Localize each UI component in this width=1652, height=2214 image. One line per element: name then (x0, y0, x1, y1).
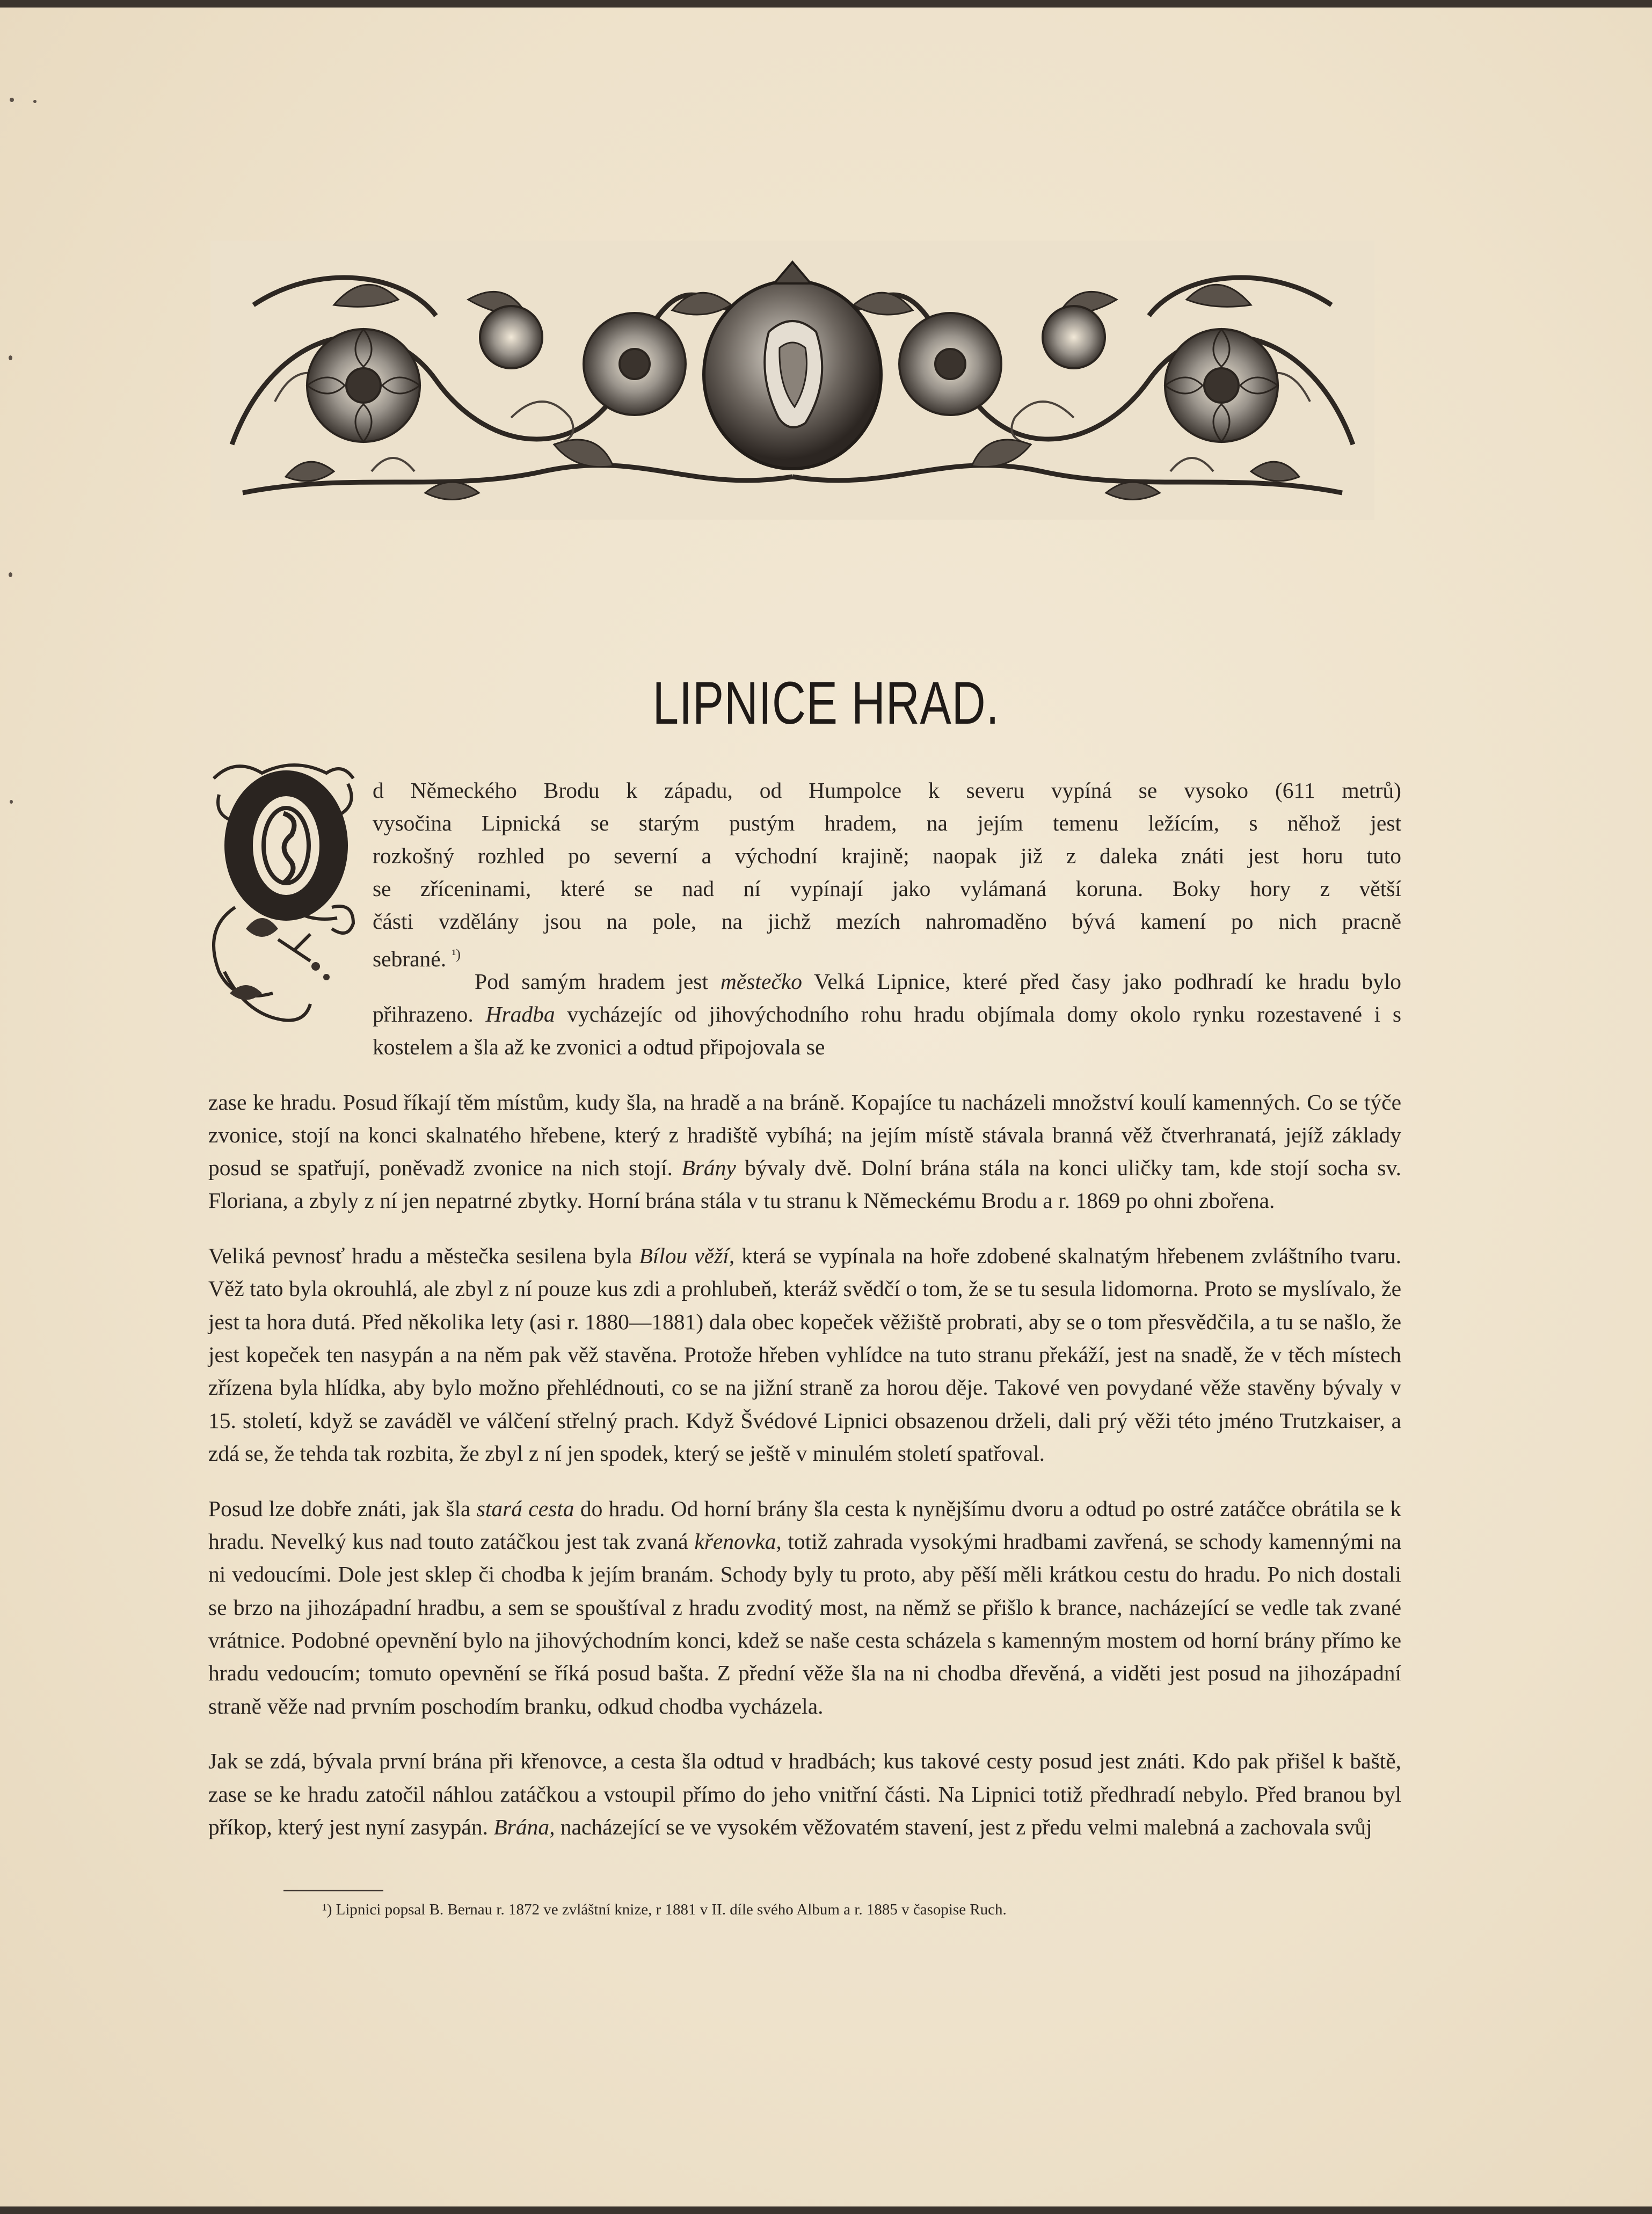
paper-speck (9, 572, 12, 577)
paragraph-1-line: rozkošný rozhled po severní a východní krajině; naopak již z daleka znáti jest horu tuto (373, 843, 1401, 868)
page-title: LIPNICE HRAD. (652, 669, 1000, 737)
paragraph-3 (208, 1240, 1401, 1470)
term-brany: Brány (681, 1155, 736, 1181)
svg-text:O: O (214, 1037, 218, 1043)
paragraph-5-text-a: Jak se zdá, bývala první brána při křenovce, a cesta šla odtud v hradbách; kus takové cesty posud jest znáti. Kdo pak přišel k baště, zase se ke hradu zatočil náhlou zatáčkou a vstoupil přímo do jeho vnitřní části. Na Lipnici totiž předhradí nebylo. Před branou byl příkop, který jest nyní zasypán. (208, 1749, 1401, 1839)
page-top-edge (0, 0, 1652, 8)
paragraph-1-line: d Německého Brodu k západu, od Humpolce k severu vypíná se vysoko (611 metrů) (373, 778, 1401, 803)
page-bottom-edge (0, 2206, 1652, 2214)
floral-headpiece-ornament (210, 241, 1374, 520)
footnote-divider (283, 1890, 383, 1891)
paragraph-1 (373, 774, 1401, 975)
term-bila-vez: Bílou věží, (639, 1243, 735, 1269)
paragraph-1-line: sebrané. (373, 946, 447, 971)
paper-speck (10, 800, 13, 804)
paper-speck (33, 100, 37, 103)
term-hradba: Hradba (485, 1002, 555, 1026)
paragraph-5-text-b: nacházející se ve vysokém věžovatém stavení, jest z předu velmi malebná a zachovala svůj (560, 1814, 1372, 1839)
term-krenovka: křenovka, (694, 1529, 782, 1554)
paragraph-1-line: části vzdělány jsou na pole, na jichž mezích nahromaděno bývá kamení po nich pracně (373, 909, 1401, 934)
term-brana: Brána, (493, 1814, 555, 1839)
paragraph-2 (373, 965, 1401, 1064)
footnote: ¹) Lipnici popsal B. Bernau r. 1872 ve zvláštní knize, r 1881 v II. díle svého Album a r. 1885 v časopise Ruch. (322, 1901, 1007, 1918)
paragraph-4-text-c: totiž zahrada vysokými hradbami zavřená, se schody kamennými na ni vedoucími. Dole jest sklep či chodba k jejím branám. Schody byly tu proto, aby pěší měli krátkou cestu do hradu. Po nich dostali se brzo na jihozápadní hradbu, a sem se spouštíval z hradu zvoditý most, na němž se přišlo k brance, nacházející se vedle tak zvané vrátnice. Podobné opevnění bylo na jihovýchodním konci, kdež se naše cesta scházela s kamenným mostem od horní brány přímo ke hradu vedoucím; tomuto opevnění se říká posud bašta. Z přední věže šla na ni chodba dřevěná, a viděti jest posud na jihozápadní straně věže nad prvním poschodím branku, odkud chodba vycházela. (208, 1529, 1402, 1718)
paper-speck (9, 355, 12, 360)
paragraph-2-lead: Pod samým hradem jest (475, 969, 709, 994)
paragraph-2-text (373, 965, 1401, 1064)
term-mestecko: městečko (720, 969, 802, 994)
paragraph-2-continued (208, 1086, 1401, 1218)
paragraph-2-text-b: vycházejíc od jihovýchodního rohu hradu objímala domy okolo rynku rozestavené i s kostelem a šla až ke zvonici a odtud připojovala se (373, 1002, 1401, 1059)
paragraph-3-text-a: Veliká pevnosť hradu a městečka sesilena byla (208, 1243, 632, 1269)
body-text (208, 1064, 1401, 1866)
paper-speck (10, 98, 14, 102)
paragraph-4-text-a: Posud lze dobře znáti, jak šla (208, 1496, 471, 1521)
paragraph-1-line: vysočina Lipnická se starým pustým hradem, na jejím temenu ležícím, s něhož jest (373, 811, 1401, 835)
footnote-reference: ¹) (452, 946, 461, 962)
paragraph-4-text-b: do hradu. Od horní brány šla cesta k nynějšímu dvoru a odtud po ostré zatáčce obrátila se k hradu. Nevelký kus nad touto zatáčkou jest tak zvaná (208, 1496, 1402, 1554)
paragraph-5 (208, 1745, 1401, 1844)
paragraph-3-text-b: která se vypínala na hoře zdobené skalnatým hřebenem zvláštního tvaru. Věž tato byla okrouhlá, ale zbyl z ní pouze kus zdi a prohlubeň, kteráž svědčí o tom, že se tu sesula lidomorna. Proto se myslívalo, že jest ta hora dutá. Před několika lety (asi r. 1880—1881) dala obec kopeček věžiště probrati, aby se o tom přesvědčila, a tu se našlo, že jest kopeček ten nasypán a na něm pak věž stavěna. Protože hřeben vyhlídce na tuto stranu překáží, jest na snadě, že v těch místech zřízena byla hlídka, aby bylo možno přehlédnouti, co se na jižní straně za horou děje. Takové ven povydané věže stavěny bývaly v 15. století, když se zaváděl ve válčení střelný prach. Když Švédové Lipnici obsazenou drželi, dali prý věži této jméno Trutzkaiser, a zdá se, že tehda tak rozbita, že zbyl z ní jen spodek, který se ještě v minulém století spatřoval. (208, 1243, 1402, 1466)
paragraph-2-cont-text-b: bývaly dvě. Dolní brána stála na konci uličky tam, kde stojí socha sv. Floriana, a zbyly z ní jen nepatrné zbytky. Horní brána stála v tu stranu k Německému Brodu a r. 1869 po ohni zbořena. (208, 1155, 1402, 1213)
decorative-initial-o (203, 746, 364, 1047)
paragraph-2-text-a: Velká Lipnice, které před časy jako podhradí ke hradu bylo přihrazeno. (373, 969, 1401, 1026)
paragraph-4 (208, 1492, 1401, 1723)
term-stara-cesta: stará cesta (476, 1496, 574, 1521)
paragraph-2-cont-text-a: zase ke hradu. Posud říkají těm místům, kudy šla, na hradě a na bráně. Kopajíce tu nacházeli množství koulí kamenných. Co se týče zvonice, stojí na konci skalnatého hřebene, který z hradiště vybíhá; na jejím místě stávala branná věž čtverhranatá, jejíž základy posud se spatřují, poněvadž zvonice na nich stojí. (208, 1089, 1401, 1181)
paragraph-1-line: se zříceninami, které se nad ní vypínají jako vylámaná koruna. Boky hory z větší (373, 876, 1401, 901)
